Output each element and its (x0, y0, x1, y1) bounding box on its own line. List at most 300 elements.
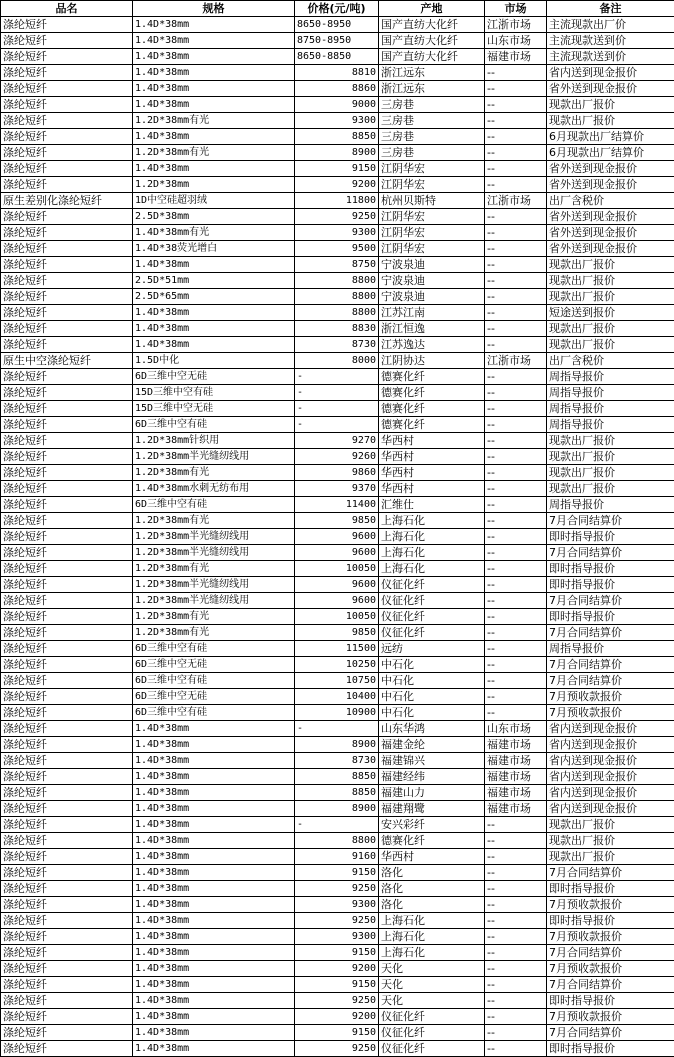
cell-product: 涤纶短纤 (1, 305, 133, 321)
cell-origin: 上海石化 (379, 561, 485, 577)
cell-price: 8860 (295, 81, 379, 97)
cell-market: -- (485, 673, 547, 689)
cell-market: -- (485, 881, 547, 897)
cell-price: 8850 (295, 129, 379, 145)
cell-note: 主流现款送到价 (547, 49, 674, 65)
cell-product: 涤纶短纤 (1, 17, 133, 33)
cell-price: 8900 (295, 801, 379, 817)
cell-origin: 天化 (379, 993, 485, 1009)
cell-product: 涤纶短纤 (1, 801, 133, 817)
cell-spec: 6D三维中空无硅 (133, 657, 295, 673)
table-row (1, 369, 674, 385)
cell-price: - (295, 817, 379, 833)
cell-note: 周指导报价 (547, 369, 674, 385)
cell-market: 福建市场 (485, 769, 547, 785)
cell-market: -- (485, 225, 547, 241)
cell-spec: 1.4D*38mm (133, 129, 295, 145)
cell-market: -- (485, 961, 547, 977)
cell-note: 现款出厂报价 (547, 321, 674, 337)
cell-spec: 1.2D*38mm有光 (133, 465, 295, 481)
table-row (1, 273, 674, 289)
cell-price: 9600 (295, 545, 379, 561)
cell-market: -- (485, 625, 547, 641)
cell-price: 9250 (295, 913, 379, 929)
cell-note: 7月预收款报价 (547, 961, 674, 977)
cell-origin: 德赛化纤 (379, 369, 485, 385)
table-row (1, 913, 674, 929)
cell-spec: 1.2D*38mm半光缝纫线用 (133, 545, 295, 561)
cell-note: 出厂含税价 (547, 353, 674, 369)
cell-note: 出厂含税价 (547, 193, 674, 209)
cell-spec: 1.4D*38mm (133, 97, 295, 113)
cell-product: 涤纶短纤 (1, 705, 133, 721)
header-product: 品名 (1, 1, 133, 17)
cell-market: -- (485, 977, 547, 993)
cell-price: 9250 (295, 1041, 379, 1057)
cell-spec: 1.2D*38mm (133, 177, 295, 193)
cell-spec: 1.2D*38mm有光 (133, 113, 295, 129)
cell-product: 涤纶短纤 (1, 641, 133, 657)
cell-market: -- (485, 593, 547, 609)
cell-origin: 华西村 (379, 849, 485, 865)
cell-product: 涤纶短纤 (1, 321, 133, 337)
cell-origin: 宁波泉迪 (379, 289, 485, 305)
cell-origin: 江阴华宏 (379, 161, 485, 177)
cell-price: 10050 (295, 609, 379, 625)
cell-market: -- (485, 209, 547, 225)
cell-spec: 1.4D*38mm (133, 1009, 295, 1025)
cell-spec: 1.2D*38mm半光缝纫线用 (133, 593, 295, 609)
table-row (1, 945, 674, 961)
cell-price: 9000 (295, 97, 379, 113)
cell-product: 涤纶短纤 (1, 689, 133, 705)
table-row (1, 881, 674, 897)
cell-spec: 1.4D*38mm (133, 753, 295, 769)
cell-price: 10250 (295, 657, 379, 673)
cell-price: 9370 (295, 481, 379, 497)
cell-product: 涤纶短纤 (1, 433, 133, 449)
table-row (1, 481, 674, 497)
cell-product: 涤纶短纤 (1, 913, 133, 929)
table-row (1, 609, 674, 625)
cell-spec: 1.4D*38mm (133, 33, 295, 49)
cell-market: -- (485, 465, 547, 481)
cell-spec: 1.2D*38mm有光 (133, 625, 295, 641)
table-row (1, 721, 674, 737)
cell-price: 9500 (295, 241, 379, 257)
cell-note: 现款出厂报价 (547, 97, 674, 113)
table-row (1, 737, 674, 753)
cell-spec: 1.4D*38mm (133, 945, 295, 961)
cell-note: 省外送到现金报价 (547, 177, 674, 193)
table-row (1, 529, 674, 545)
cell-note: 即时指导报价 (547, 609, 674, 625)
cell-spec: 1.2D*38mm有光 (133, 145, 295, 161)
cell-origin: 三房巷 (379, 113, 485, 129)
table-row (1, 257, 674, 273)
cell-note: 周指导报价 (547, 497, 674, 513)
cell-origin: 安兴彩纤 (379, 817, 485, 833)
cell-product: 涤纶短纤 (1, 145, 133, 161)
cell-spec: 1.4D*38mm (133, 769, 295, 785)
cell-product: 涤纶短纤 (1, 593, 133, 609)
cell-market: -- (485, 273, 547, 289)
cell-price: 10400 (295, 689, 379, 705)
cell-product: 涤纶短纤 (1, 481, 133, 497)
cell-market: -- (485, 577, 547, 593)
cell-origin: 福建山力 (379, 785, 485, 801)
cell-market: -- (485, 913, 547, 929)
cell-spec: 1.5D中化 (133, 353, 295, 369)
cell-note: 7月合同结算价 (547, 673, 674, 689)
cell-price: 8750-8950 (295, 33, 379, 49)
cell-origin: 上海石化 (379, 545, 485, 561)
cell-spec: 1.4D*38mm (133, 737, 295, 753)
cell-origin: 宁波泉迪 (379, 257, 485, 273)
cell-market: -- (485, 545, 547, 561)
cell-price: 8730 (295, 337, 379, 353)
table-body (1, 17, 674, 1057)
cell-spec: 1D中空硅超羽绒 (133, 193, 295, 209)
cell-note: 现款出厂报价 (547, 849, 674, 865)
cell-market: -- (485, 257, 547, 273)
table-row (1, 865, 674, 881)
cell-market: -- (485, 385, 547, 401)
cell-price: 8850 (295, 769, 379, 785)
header-spec: 规格 (133, 1, 295, 17)
header-market: 市场 (485, 1, 547, 17)
table-row (1, 689, 674, 705)
cell-market: 福建市场 (485, 801, 547, 817)
cell-product: 涤纶短纤 (1, 33, 133, 49)
cell-origin: 浙江恒逸 (379, 321, 485, 337)
cell-spec: 2.5D*65mm (133, 289, 295, 305)
cell-note: 现款出厂报价 (547, 833, 674, 849)
cell-price: 9200 (295, 1009, 379, 1025)
table-row (1, 1041, 674, 1057)
cell-origin: 江阴华宏 (379, 209, 485, 225)
cell-product: 涤纶短纤 (1, 369, 133, 385)
cell-market: -- (485, 945, 547, 961)
table-row (1, 769, 674, 785)
cell-origin: 天化 (379, 977, 485, 993)
cell-origin: 远纺 (379, 641, 485, 657)
cell-price: 11800 (295, 193, 379, 209)
cell-note: 7月预收款报价 (547, 897, 674, 913)
cell-note: 7月合同结算价 (547, 625, 674, 641)
cell-price: 8650-8850 (295, 49, 379, 65)
cell-origin: 上海石化 (379, 913, 485, 929)
header-origin: 产地 (379, 1, 485, 17)
cell-product: 涤纶短纤 (1, 865, 133, 881)
cell-note: 现款出厂报价 (547, 289, 674, 305)
cell-market: -- (485, 129, 547, 145)
cell-price: 10900 (295, 705, 379, 721)
cell-product: 涤纶短纤 (1, 721, 133, 737)
cell-origin: 三房巷 (379, 145, 485, 161)
cell-note: 现款出厂报价 (547, 337, 674, 353)
cell-origin: 福建经纬 (379, 769, 485, 785)
table-row (1, 209, 674, 225)
cell-market: 山东市场 (485, 721, 547, 737)
cell-origin: 宁波泉迪 (379, 273, 485, 289)
cell-spec: 1.2D*38mm有光 (133, 513, 295, 529)
cell-spec: 1.4D*38mm (133, 321, 295, 337)
cell-note: 省内送到现金报价 (547, 785, 674, 801)
cell-product: 原生差别化涤纶短纤 (1, 193, 133, 209)
cell-spec: 1.4D*38mm (133, 1041, 295, 1057)
cell-origin: 德赛化纤 (379, 833, 485, 849)
table-row (1, 561, 674, 577)
cell-spec: 1.4D*38mm水刺无纺布用 (133, 481, 295, 497)
header-row (1, 1, 674, 17)
table-row (1, 929, 674, 945)
cell-product: 涤纶短纤 (1, 113, 133, 129)
cell-origin: 洛化 (379, 865, 485, 881)
cell-market: 福建市场 (485, 49, 547, 65)
table-row (1, 705, 674, 721)
cell-note: 周指导报价 (547, 417, 674, 433)
cell-price: 8000 (295, 353, 379, 369)
cell-origin: 仪征化纤 (379, 1041, 485, 1057)
cell-market: -- (485, 81, 547, 97)
cell-origin: 江苏逸达 (379, 337, 485, 353)
cell-product: 涤纶短纤 (1, 161, 133, 177)
cell-product: 涤纶短纤 (1, 177, 133, 193)
table-row (1, 993, 674, 1009)
cell-price: 9300 (295, 897, 379, 913)
cell-spec: 1.4D*38mm (133, 929, 295, 945)
cell-product: 涤纶短纤 (1, 465, 133, 481)
table-row (1, 513, 674, 529)
cell-origin: 上海石化 (379, 529, 485, 545)
table-row (1, 177, 674, 193)
cell-note: 7月合同结算价 (547, 657, 674, 673)
cell-price: 9250 (295, 209, 379, 225)
cell-origin: 上海石化 (379, 945, 485, 961)
cell-product: 涤纶短纤 (1, 401, 133, 417)
cell-price: 8800 (295, 273, 379, 289)
table-row (1, 353, 674, 369)
cell-product: 涤纶短纤 (1, 209, 133, 225)
cell-market: -- (485, 321, 547, 337)
table-row (1, 1025, 674, 1041)
cell-market: -- (485, 401, 547, 417)
cell-market: -- (485, 849, 547, 865)
cell-market: -- (485, 177, 547, 193)
cell-spec: 1.4D*38mm (133, 977, 295, 993)
cell-product: 涤纶短纤 (1, 625, 133, 641)
cell-note: 7月合同结算价 (547, 945, 674, 961)
table-row (1, 657, 674, 673)
cell-origin: 福建翔鹭 (379, 801, 485, 817)
cell-market: -- (485, 561, 547, 577)
cell-origin: 福建锦兴 (379, 753, 485, 769)
table-row (1, 305, 674, 321)
cell-market: 山东市场 (485, 33, 547, 49)
cell-market: -- (485, 481, 547, 497)
cell-market: 江浙市场 (485, 193, 547, 209)
cell-product: 涤纶短纤 (1, 97, 133, 113)
cell-spec: 6D三维中空有硅 (133, 705, 295, 721)
cell-price: 11400 (295, 497, 379, 513)
cell-price: 9200 (295, 177, 379, 193)
table-row (1, 785, 674, 801)
cell-note: 现款出厂报价 (547, 481, 674, 497)
cell-price: 9300 (295, 113, 379, 129)
cell-note: 即时指导报价 (547, 913, 674, 929)
cell-product: 涤纶短纤 (1, 657, 133, 673)
cell-spec: 15D三维中空有硅 (133, 385, 295, 401)
cell-origin: 仪征化纤 (379, 593, 485, 609)
cell-market: -- (485, 161, 547, 177)
table-row (1, 241, 674, 257)
cell-origin: 江阴华宏 (379, 177, 485, 193)
cell-note: 省外送到现金报价 (547, 225, 674, 241)
cell-market: -- (485, 641, 547, 657)
table-row (1, 801, 674, 817)
table-row (1, 49, 674, 65)
table-row (1, 193, 674, 209)
cell-spec: 1.4D*38mm (133, 961, 295, 977)
cell-note: 省内送到现金报价 (547, 721, 674, 737)
cell-origin: 山东华鸿 (379, 721, 485, 737)
cell-market: -- (485, 369, 547, 385)
cell-market: -- (485, 817, 547, 833)
cell-note: 省内送到现金报价 (547, 737, 674, 753)
cell-spec: 1.4D*38mm (133, 801, 295, 817)
cell-product: 涤纶短纤 (1, 81, 133, 97)
table-row (1, 33, 674, 49)
cell-spec: 6D三维中空有硅 (133, 497, 295, 513)
cell-product: 涤纶短纤 (1, 769, 133, 785)
table-row (1, 625, 674, 641)
cell-origin: 上海石化 (379, 513, 485, 529)
cell-note: 现款出厂报价 (547, 449, 674, 465)
cell-spec: 1.4D*38mm (133, 849, 295, 865)
table-row (1, 385, 674, 401)
cell-origin: 仪征化纤 (379, 625, 485, 641)
cell-market: -- (485, 929, 547, 945)
cell-product: 涤纶短纤 (1, 929, 133, 945)
cell-market: -- (485, 289, 547, 305)
cell-note: 7月预收款报价 (547, 705, 674, 721)
cell-note: 7月合同结算价 (547, 593, 674, 609)
cell-note: 7月合同结算价 (547, 977, 674, 993)
table-row (1, 545, 674, 561)
table-row (1, 497, 674, 513)
cell-product: 涤纶短纤 (1, 1041, 133, 1057)
cell-price: 8730 (295, 753, 379, 769)
table-row (1, 961, 674, 977)
cell-price: 9150 (295, 1025, 379, 1041)
cell-price: 9860 (295, 465, 379, 481)
cell-note: 省外送到现金报价 (547, 81, 674, 97)
cell-price: 9300 (295, 225, 379, 241)
cell-origin: 德赛化纤 (379, 417, 485, 433)
cell-note: 7月合同结算价 (547, 865, 674, 881)
cell-price: 8650-8950 (295, 17, 379, 33)
cell-price: 8830 (295, 321, 379, 337)
table-row (1, 161, 674, 177)
cell-product: 涤纶短纤 (1, 241, 133, 257)
cell-spec: 1.4D*38mm (133, 1025, 295, 1041)
cell-product: 涤纶短纤 (1, 65, 133, 81)
table-row (1, 817, 674, 833)
cell-origin: 中石化 (379, 673, 485, 689)
table-row (1, 321, 674, 337)
cell-price: 8800 (295, 833, 379, 849)
cell-note: 省内送到现金报价 (547, 801, 674, 817)
cell-price: 8810 (295, 65, 379, 81)
cell-spec: 1.4D*38mm (133, 257, 295, 273)
cell-origin: 仪征化纤 (379, 577, 485, 593)
table-row (1, 753, 674, 769)
cell-product: 涤纶短纤 (1, 289, 133, 305)
cell-note: 现款出厂报价 (547, 465, 674, 481)
cell-product: 涤纶短纤 (1, 545, 133, 561)
cell-product: 涤纶短纤 (1, 833, 133, 849)
cell-price: 9850 (295, 625, 379, 641)
table-row (1, 449, 674, 465)
cell-spec: 1.4D*38mm (133, 49, 295, 65)
cell-market: -- (485, 449, 547, 465)
cell-spec: 1.4D*38mm (133, 993, 295, 1009)
table-row (1, 849, 674, 865)
table-row (1, 1009, 674, 1025)
cell-note: 6月现款出厂结算价 (547, 145, 674, 161)
cell-market: 江浙市场 (485, 353, 547, 369)
cell-origin: 洛化 (379, 881, 485, 897)
cell-note: 现款出厂报价 (547, 273, 674, 289)
cell-product: 涤纶短纤 (1, 881, 133, 897)
cell-spec: 1.4D*38mm (133, 17, 295, 33)
cell-price: - (295, 417, 379, 433)
cell-note: 周指导报价 (547, 401, 674, 417)
cell-product: 涤纶短纤 (1, 385, 133, 401)
table-row (1, 977, 674, 993)
cell-market: -- (485, 145, 547, 161)
cell-spec: 6D三维中空有硅 (133, 641, 295, 657)
cell-note: 省外送到现金报价 (547, 209, 674, 225)
cell-market: -- (485, 241, 547, 257)
header-note: 备注 (547, 1, 674, 17)
cell-origin: 福建金纶 (379, 737, 485, 753)
cell-origin: 汇维仕 (379, 497, 485, 513)
cell-price: 8800 (295, 289, 379, 305)
cell-note: 即时指导报价 (547, 577, 674, 593)
cell-note: 省外送到现金报价 (547, 241, 674, 257)
cell-market: -- (485, 705, 547, 721)
cell-market: -- (485, 305, 547, 321)
cell-note: 现款出厂报价 (547, 113, 674, 129)
cell-note: 主流现款送到价 (547, 33, 674, 49)
cell-spec: 1.4D*38mm (133, 785, 295, 801)
table-row (1, 577, 674, 593)
cell-product: 涤纶短纤 (1, 49, 133, 65)
cell-market: -- (485, 833, 547, 849)
cell-price: 9600 (295, 577, 379, 593)
cell-market: 福建市场 (485, 785, 547, 801)
cell-origin: 华西村 (379, 465, 485, 481)
cell-price: 10050 (295, 561, 379, 577)
cell-price: 8750 (295, 257, 379, 273)
cell-price: 8900 (295, 737, 379, 753)
cell-price: 9600 (295, 593, 379, 609)
cell-note: 7月预收款报价 (547, 929, 674, 945)
cell-price: 9150 (295, 865, 379, 881)
cell-price: 9600 (295, 529, 379, 545)
